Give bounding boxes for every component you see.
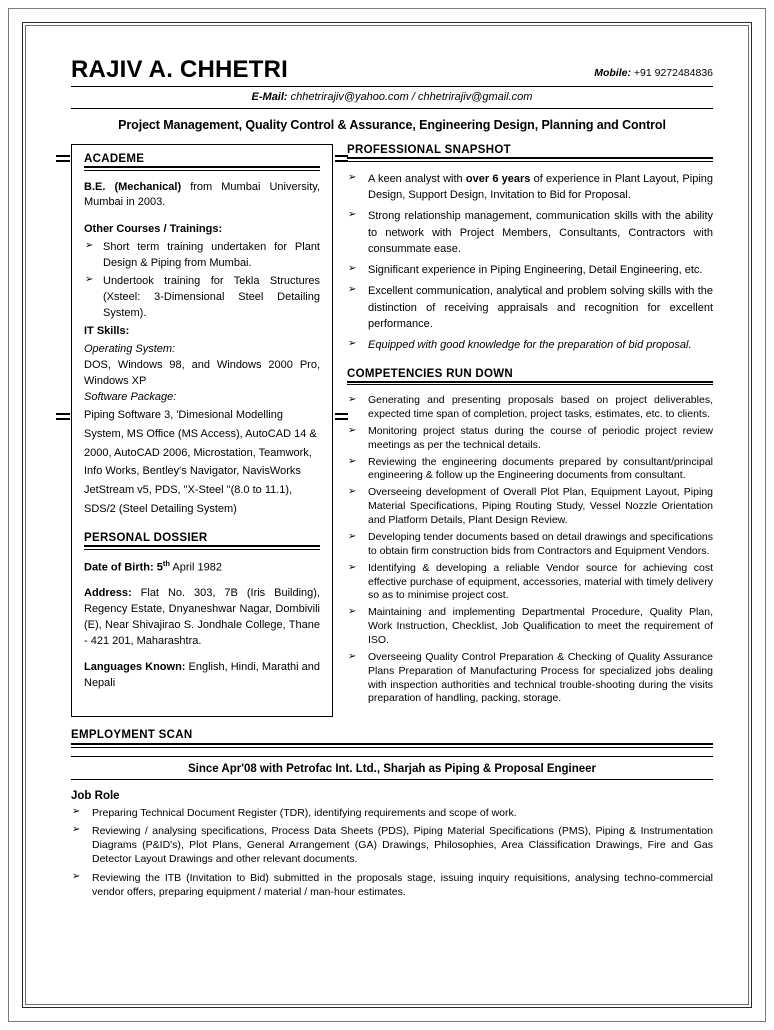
snapshot-text-pre: Strong relationship management, communication skills with the ability to network with Project Members, Consultants, Contractors with consummate ease. [368,209,713,256]
left-column [71,144,333,717]
list-item: ➢ Overseeing Quality Control Preparation & Checking of Quality Assurance Plans Preparation of Manufacturing Process for specialized jobs dealing with inspection authorities and technical trouble-shooting during the visits preparation of handling, packing, storage. [347,651,713,706]
section-heading-employment-scan: EMPLOYMENT SCAN [71,728,193,741]
resume-header [71,58,713,142]
mobile-contact [594,67,713,82]
list-item: ➢ Identifying & developing a reliable Vendor source for achieving cost effective purchase of equipment, accessories, material with timely delivery so as to minimise project cost. [347,562,713,604]
address-line [84,586,320,650]
list-item: ➢ Overseeing development of Overall Plot Plan, Equipment Layout, Piping Material Specifications, Piping Routing Study, Vessel Nozzle Orientation and Platform Details, Plant Design Review. [347,486,713,528]
list-item: ➢ Monitoring project status during the course of periodic project review meetings as per the technical details. [347,425,713,453]
dob-label: Date of Birth: [84,561,154,574]
mobile-label: Mobile: [594,67,631,79]
degree-bold: B.E. (Mechanical) [84,180,182,193]
dob-rest: April 1982 [169,561,222,574]
address-value: Flat No. 303, 7B (Iris Building), Regency Estate, Dnyaneshwar Nagar, Dombivili (E), Near Shivajirao S. Jondhale College, Thane - 421 201, Maharashtra. [84,587,320,648]
section-rule-professional-snapshot [347,157,713,162]
list-item: ➢ Short term training undertaken for Plant Design & Piping from Mumbai. [84,240,320,272]
degree-rest: from Mumbai University, Mumbai in 2003. [84,180,320,209]
list-item: ➢ Preparing Technical Document Register (TDR), identifying requirements and scope of work. [71,806,713,820]
operating-system-value: DOS, Windows 98, and Windows 2000 Pro, Windows XP [84,358,320,387]
dob-line [84,559,320,577]
snapshot-text-pre: Excellent communication, analytical and problem solving skills with the distinction of receiving appraisals and recognition for excellent performance. [368,284,713,331]
other-courses-heading: Other Courses / Trainings: [84,223,223,236]
employment-scan-section [71,729,713,899]
resume-columns [71,144,713,717]
email-contact [71,87,713,105]
operating-system-label: Operating System: [84,342,176,355]
section-rule-academe [84,166,320,171]
right-column [345,144,713,709]
email-value: chhetrirajiv@yahoo.com / chhetrirajiv@gmail.com [287,91,533,103]
list-item: ➢ Reviewing the ITB (Invitation to Bid) submitted in the proposals stage, issuing inquiry requisitions, analysing techno-commercial vendor offers, preparing equipment / material / man-hour estimates. [71,871,713,899]
resume-content [33,33,741,997]
section-rule-employment-scan [71,743,713,748]
decorative-dash-left-mid [56,413,70,420]
languages-value: English, Hindi, Marathi and Nepali [84,660,320,689]
section-heading-academe: ACADEME [84,153,145,165]
list-item: ➢ Developing tender documents based on detail drawings and specifications to obtain firm construction bids from Contractors and Equipment Vendors. [347,531,713,559]
decorative-dash-left-top [56,155,70,162]
section-rule-personal-dossier [84,545,320,550]
list-item: ➢ Generating and presenting proposals based on project deliverables, expected time span of completion, project tasks, estimates, etc. to clients. [347,394,713,422]
employment-divider-lower [71,779,713,780]
snapshot-text-post: of experience in Plant Layout, Piping Design, Support Design, Invitation to Bid for Proposal. [368,172,714,202]
degree-line [84,180,320,212]
list-item [347,283,713,333]
snapshot-text-bold: over 6 years [465,172,531,185]
languages-line [84,660,320,692]
academe-body [84,180,320,520]
snapshot-text-pre: Significant experience in Piping Engineering, Detail Engineering, etc. [368,264,703,277]
snapshot-text-pre: A keen analyst with [368,172,466,185]
list-item: ➢ Undertook training for Tekla Structures (Xsteel: 3-Dimensional Steel Detailing System). [84,274,320,322]
snapshot-text-pre: Equipped with good knowledge for the preparation of bid proposal. [368,338,692,351]
personal-dossier-body [84,559,320,692]
software-package-value: Piping Software 3, 'Dimesional Modelling System, MS Office (MS Access), AutoCAD 14 & 2000, AutoCAD 2006, Microstation, Teamwork, Info Works, Bentley's Navigator, NavisWorks JetStream v5, PDS, "X-Steel "(8.0 to 11.1), SDS/2 (Steel Detailing System) [84,408,317,516]
list-item: ➢ Maintaining and implementing Departmental Procedure, Quality Plan, Work Instruction, Checklist, Job Qualification to meet the requirement of ISO. [347,606,713,648]
software-package-label: Software Package: [84,390,177,403]
section-heading-professional-snapshot: PROFESSIONAL SNAPSHOT [347,144,511,156]
mobile-value: +91 9272484836 [630,67,713,79]
languages-label: Languages Known: [84,660,186,673]
dob-ordinal-suffix: th [162,558,170,568]
competencies-list [347,394,713,706]
job-role-list [71,806,713,899]
current-role-title: Since Apr'08 with Petrofac Int. Ltd., Sharjah as Piping & Proposal Engineer [187,762,597,775]
candidate-name: RAJIV A. CHHETRI [71,56,288,83]
address-label: Address: [84,587,132,600]
other-courses-list [84,240,320,322]
email-label: E-Mail: [251,91,288,103]
professional-snapshot-list [347,171,713,354]
list-item [347,262,713,279]
decorative-dash-right-top [335,155,348,162]
section-heading-competencies: COMPETENCIES RUN DOWN [347,367,514,380]
dob-day: 5 [156,561,163,574]
list-item: ➢ Reviewing the engineering documents prepared by consultant/principal engineering & follow up the Engineering documents from consultant. [347,456,713,484]
list-item [347,208,713,258]
section-rule-competencies [347,381,713,386]
section-heading-personal-dossier: PERSONAL DOSSIER [84,532,208,545]
headline-tagline: Project Management, Quality Control & Assurance, Engineering Design, Planning and Control [118,118,666,132]
it-skills-heading: IT Skills: [84,325,130,337]
job-role-heading: Job Role [71,789,120,802]
list-item: ➢ Reviewing / analysing specifications, Process Data Sheets (PDS), Piping Material Specifications (PMS), Piping & Instrumentation Diagrams (P&ID's), Plot Plans, General Arrangement (GA) Drawings, Philosophies, Area Classification Drawings, Fire and Gas Detector Layout Drawings and other relevant documents. [71,824,713,867]
list-item [347,171,713,204]
list-item [347,337,713,354]
